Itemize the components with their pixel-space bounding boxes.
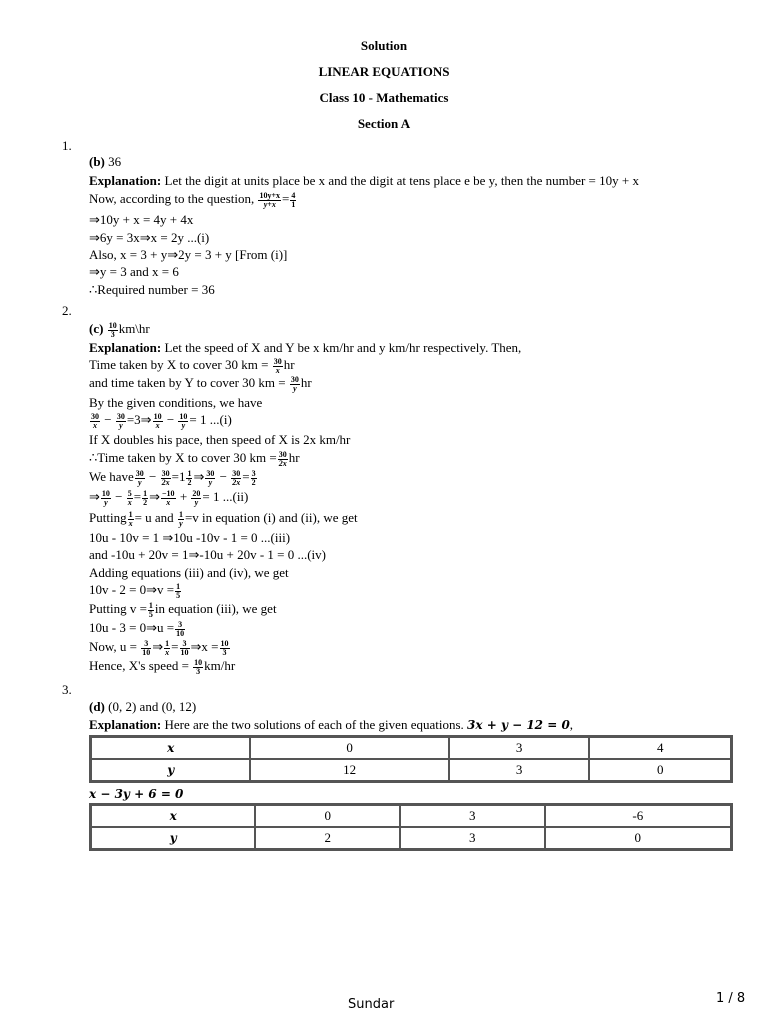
table-cell: 3 <box>449 737 590 759</box>
question-1-number: 1. <box>62 138 72 153</box>
table-row <box>91 805 731 827</box>
q1-line-5: Also, x = 3 + y⇒2y = 3 + y [From (i)] <box>89 247 288 262</box>
page-number: 1 / 8 <box>716 991 746 1006</box>
q2-line-13: Adding equations (iii) and (iv), we get <box>89 565 289 580</box>
question-2-number: 2. <box>62 303 72 318</box>
q2-line-18: Hence, X's speed = $\frac{10}{3}$ km/hr <box>89 657 236 676</box>
solutions-table-2 <box>89 803 733 851</box>
table-row <box>91 759 731 781</box>
doc-subject: LINEAR EQUATIONS <box>318 64 450 79</box>
question-3-number: 3. <box>62 682 72 697</box>
q1-answer: (b) 36 <box>89 154 122 169</box>
q2-line-2: Time taken by X to cover 30 km = $\frac{30}{x}$ hr <box>89 356 295 375</box>
q2-explanation: Explanation: Let the speed of X and Y be x km/hr and y km/hr respectively. Then, <box>89 340 522 355</box>
table-cell: x <box>91 805 255 827</box>
q2-answer: (c) $\frac{10}{3}$ km\hr <box>89 320 150 339</box>
table-row <box>91 737 731 759</box>
q2-line-5: $\frac{30}{x}$ − $\frac{30}{y}$ =3⇒ $\frac{10}{x}$ − $\frac{10}{y}$ = 1 ...(i) <box>91 411 232 430</box>
table-cell: 3 <box>449 759 590 781</box>
q2-line-7: ∴Time taken by X to cover 30 km = $\frac{30}{2x}$ hr <box>89 449 300 468</box>
table-cell: 3 <box>400 827 545 849</box>
q3-explanation: Explanation: Here are the two solutions of each of the given equations. 3x + y − 12 = 0, <box>89 717 574 732</box>
section-heading: Section A <box>357 116 411 131</box>
table-cell: x <box>91 737 250 759</box>
table-cell: y <box>91 827 255 849</box>
table-cell: 0 <box>255 805 400 827</box>
table-cell: 2 <box>255 827 400 849</box>
footer-text: Sundar <box>348 997 395 1012</box>
table-cell: y <box>91 759 250 781</box>
q1-line-2: Now, according to the question, $\frac{10y+x}{y+x}$ = $\frac{4}{1}$ <box>89 190 296 209</box>
q1-line-4: ⇒6y = 3x⇒x = 2y ...(i) <box>89 230 210 245</box>
q3-equation-2: x − 3y + 6 = 0 <box>89 787 184 801</box>
table-cell: 0 <box>589 759 731 781</box>
q1-line-3: ⇒10y + x = 4y + 4x <box>89 212 194 227</box>
q2-line-10: Putting $\frac{1}{x}$ = u and $\frac{1}{y}$ =v in equation (i) and (ii), we get <box>89 509 358 528</box>
doc-class-line: Class 10 - Mathematics <box>319 90 449 105</box>
solutions-table-1 <box>89 735 733 783</box>
q2-line-12: and -10u + 20v = 1⇒-10u + 20v - 1 = 0 ...(iv) <box>89 547 326 562</box>
q1-line-7: ∴Required number = 36 <box>89 282 215 297</box>
table-cell: 4 <box>589 737 731 759</box>
doc-title: Solution <box>360 38 408 53</box>
q1-explanation: Explanation: Let the digit at units place be x and the digit at tens place e be y, then the number = 10y + x <box>89 173 639 188</box>
q2-line-17: Now, u = $\frac{3}{10}$ ⇒ $\frac{1}{x}$ = $\frac{3}{10}$ ⇒x = $\frac{10}{3}$ <box>89 638 229 657</box>
q3-answer: (d) (0, 2) and (0, 12) <box>89 699 197 714</box>
q2-line-3: and time taken by Y to cover 30 km = $\frac{30}{y}$ hr <box>89 374 312 393</box>
q2-line-9: ⇒ $\frac{10}{y}$ − $\frac{5}{x}$ = $\frac{1}{2}$ ⇒ $\frac{-10}{x}$ + $\frac{20}{y}$ = 1 ...(ii) <box>89 488 249 507</box>
table-cell: 0 <box>545 827 731 849</box>
q2-line-14: 10v - 2 = 0⇒v = $\frac{1}{5}$ <box>89 581 181 600</box>
q2-line-4: By the given conditions, we have <box>89 395 263 410</box>
q1-line-6: ⇒y = 3 and x = 6 <box>89 264 179 279</box>
q2-line-15: Putting v = $\frac{1}{5}$ in equation (iii), we get <box>89 600 277 619</box>
table-cell: -6 <box>545 805 731 827</box>
q2-line-6: If X doubles his pace, then speed of X is 2x km/hr <box>89 432 351 447</box>
table-cell: 0 <box>250 737 448 759</box>
q2-line-8: We have $\frac{30}{y}$ − $\frac{30}{2x}$ =1 $\frac{1}{2}$ ⇒ $\frac{30}{y}$ − $\frac{30}{2x}$ = $\frac{3}{2}$ <box>89 468 256 487</box>
q2-line-16: 10u - 3 = 0⇒u = $\frac{3}{10}$ <box>89 619 185 638</box>
q2-line-11: 10u - 10v = 1 ⇒10u -10v - 1 = 0 ...(iii) <box>89 530 291 545</box>
table-row <box>91 827 731 849</box>
table-cell: 3 <box>400 805 545 827</box>
table-cell: 12 <box>250 759 448 781</box>
